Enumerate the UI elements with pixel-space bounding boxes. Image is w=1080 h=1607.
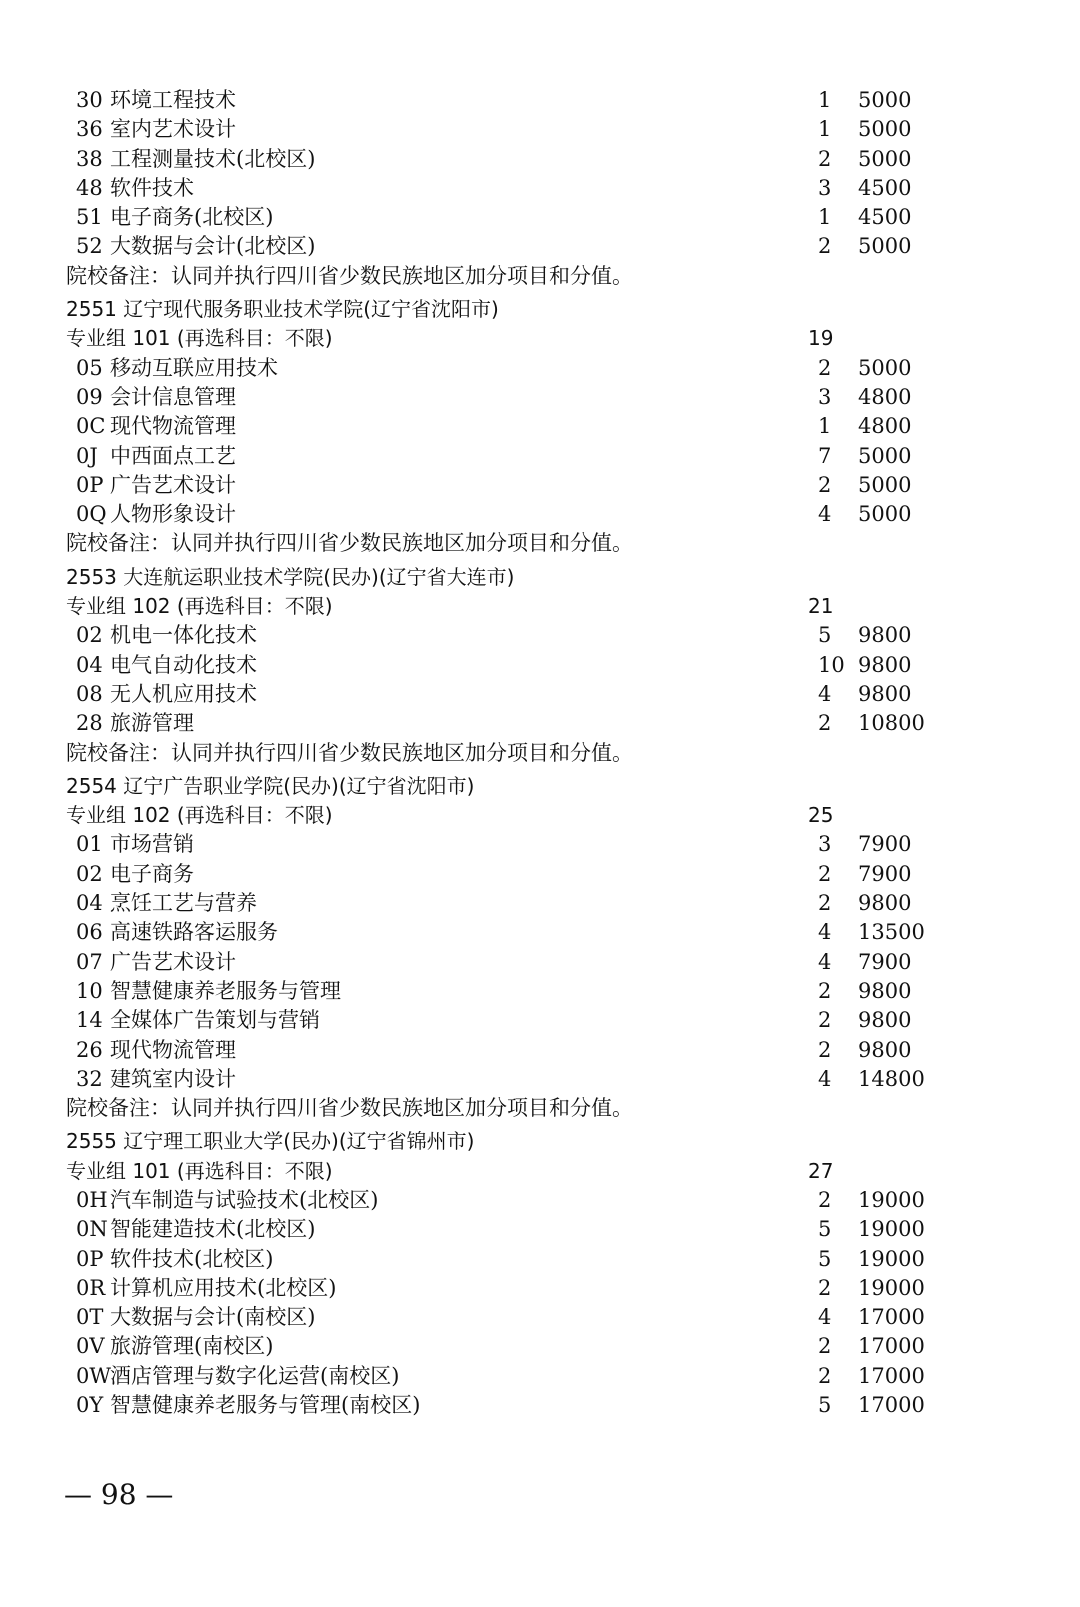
major-name: 大数据与会计(北校区): [110, 234, 316, 259]
college-note-text: 院校备注：认同并执行四川省少数民族地区加分项目和分值。: [66, 740, 633, 765]
major-name: 大数据与会计(南校区): [110, 1305, 316, 1330]
major-name: 市场营销: [110, 832, 194, 857]
major-tuition: 9800: [858, 652, 912, 677]
major-row: [66, 500, 966, 529]
major-name: 广告艺术设计: [110, 472, 236, 497]
major-tuition: 5000: [858, 355, 912, 380]
major-name: 高速铁路客运服务: [110, 920, 278, 945]
college-note: [66, 1094, 966, 1123]
major-quota: 10: [818, 652, 845, 677]
major-row: [66, 412, 966, 441]
major-quota: 1: [818, 117, 832, 142]
major-quota: 3: [818, 832, 832, 857]
major-code: 04: [76, 652, 103, 677]
major-code: 0W: [76, 1363, 111, 1388]
major-group-header: [66, 801, 966, 830]
major-tuition: 17000: [858, 1363, 925, 1388]
major-code: 0Y: [76, 1393, 104, 1418]
major-group-name: 专业组 101 (再选科目：不限): [66, 326, 333, 351]
major-row: [66, 442, 966, 471]
major-row: [66, 889, 966, 918]
major-tuition: 17000: [858, 1334, 925, 1359]
major-code: 32: [76, 1066, 103, 1091]
major-row: [66, 860, 966, 889]
major-quota: 2: [818, 891, 832, 916]
major-row: [66, 1332, 966, 1361]
major-quota: 2: [818, 978, 832, 1003]
major-row: [66, 1065, 966, 1094]
major-code: 02: [76, 623, 103, 648]
major-name: 全媒体广告策划与营销: [110, 1008, 320, 1033]
major-name: 汽车制造与试验技术(北校区): [110, 1187, 379, 1212]
major-name: 电子商务: [110, 861, 194, 886]
major-tuition: 14800: [858, 1066, 925, 1091]
major-name: 机电一体化技术: [110, 623, 257, 648]
major-quota: 2: [818, 861, 832, 886]
major-name: 软件技术(北校区): [110, 1246, 274, 1271]
major-row: [66, 145, 966, 174]
major-code: 0C: [76, 414, 106, 439]
major-name: 工程测量技术(北校区): [110, 146, 316, 171]
college-name: 2555 辽宁理工职业大学(民办)(辽宁省锦州市): [66, 1129, 475, 1154]
major-tuition: 17000: [858, 1393, 925, 1418]
major-row: [66, 1186, 966, 1215]
major-row: [66, 174, 966, 203]
major-quota: 4: [818, 1305, 832, 1330]
major-quota: 3: [818, 384, 832, 409]
major-row: [66, 1036, 966, 1065]
major-code: 0T: [76, 1305, 104, 1330]
college-header: [66, 772, 966, 801]
college-note-text: 院校备注：认同并执行四川省少数民族地区加分项目和分值。: [66, 1096, 633, 1121]
major-quota: 2: [818, 1008, 832, 1033]
major-quota: 3: [818, 175, 832, 200]
major-quota: 5: [818, 623, 832, 648]
major-row: [66, 709, 966, 738]
major-quota: 2: [818, 234, 832, 259]
major-tuition: 5000: [858, 443, 912, 468]
major-code: 0N: [76, 1217, 108, 1242]
major-code: 36: [76, 117, 103, 142]
major-code: 0J: [76, 443, 98, 468]
major-tuition: 4800: [858, 414, 912, 439]
college-name: 2551 辽宁现代服务职业技术学院(辽宁省沈阳市): [66, 297, 499, 322]
major-row: [66, 203, 966, 232]
major-name: 软件技术: [110, 175, 194, 200]
major-row: [66, 621, 966, 650]
college-note-text: 院校备注：认同并执行四川省少数民族地区加分项目和分值。: [66, 531, 633, 556]
major-group-header: [66, 592, 966, 621]
major-row: [66, 232, 966, 261]
major-quota: 2: [818, 1275, 832, 1300]
college-name: 2554 辽宁广告职业学院(民办)(辽宁省沈阳市): [66, 773, 475, 798]
major-row: [66, 1006, 966, 1035]
major-quota: 2: [818, 355, 832, 380]
major-name: 现代物流管理: [110, 1037, 236, 1062]
major-tuition: 9800: [858, 681, 912, 706]
major-tuition: 7900: [858, 861, 912, 886]
major-quota: 2: [818, 711, 832, 736]
major-tuition: 9800: [858, 1037, 912, 1062]
major-name: 智慧健康养老服务与管理(南校区): [110, 1393, 421, 1418]
major-name: 计算机应用技术(北校区): [110, 1275, 337, 1300]
college-name: 2553 大连航运职业技术学院(民办)(辽宁省大连市): [66, 564, 515, 589]
major-row: [66, 1274, 966, 1303]
major-name: 电子商务(北校区): [110, 205, 274, 230]
major-row: [66, 918, 966, 947]
major-group-total: 19: [808, 326, 834, 351]
major-quota: 2: [818, 1187, 832, 1212]
major-code: 0H: [76, 1187, 108, 1212]
major-quota: 2: [818, 1037, 832, 1062]
major-row: [66, 1215, 966, 1244]
major-name: 电气自动化技术: [110, 652, 257, 677]
major-code: 06: [76, 920, 103, 945]
major-code: 09: [76, 384, 103, 409]
major-row: [66, 680, 966, 709]
major-quota: 4: [818, 949, 832, 974]
major-quota: 5: [818, 1217, 832, 1242]
major-tuition: 19000: [858, 1187, 925, 1212]
page-number: — 98 —: [64, 1478, 174, 1511]
major-group-header: [66, 1157, 966, 1186]
major-code: 0V: [76, 1334, 105, 1359]
major-name: 建筑室内设计: [110, 1066, 236, 1091]
major-quota: 1: [818, 88, 832, 112]
major-tuition: 9800: [858, 623, 912, 648]
major-row: [66, 1362, 966, 1391]
major-code: 51: [76, 205, 103, 230]
major-name: 会计信息管理: [110, 384, 236, 409]
major-tuition: 9800: [858, 1008, 912, 1033]
major-row: [66, 1303, 966, 1332]
major-code: 07: [76, 949, 103, 974]
enrollment-listing: [66, 86, 966, 1420]
major-quota: 4: [818, 920, 832, 945]
major-name: 人物形象设计: [110, 502, 236, 527]
major-group-header: [66, 324, 966, 353]
major-tuition: 4500: [858, 175, 912, 200]
major-row: [66, 948, 966, 977]
major-code: 38: [76, 146, 103, 171]
major-tuition: 10800: [858, 711, 925, 736]
major-tuition: 5000: [858, 146, 912, 171]
major-quota: 4: [818, 681, 832, 706]
major-name: 智慧健康养老服务与管理: [110, 978, 341, 1003]
major-quota: 2: [818, 1334, 832, 1359]
major-code: 26: [76, 1037, 103, 1062]
major-tuition: 5000: [858, 117, 912, 142]
major-name: 广告艺术设计: [110, 949, 236, 974]
major-code: 02: [76, 861, 103, 886]
major-tuition: 9800: [858, 978, 912, 1003]
major-tuition: 5000: [858, 502, 912, 527]
major-name: 移动互联应用技术: [110, 355, 278, 380]
major-tuition: 7900: [858, 949, 912, 974]
major-code: 28: [76, 711, 103, 736]
major-tuition: 5000: [858, 472, 912, 497]
major-row: [66, 86, 966, 115]
major-row: [66, 471, 966, 500]
major-code: 14: [76, 1008, 103, 1033]
major-row: [66, 977, 966, 1006]
major-code: 0R: [76, 1275, 106, 1300]
major-group-total: 27: [808, 1158, 834, 1183]
college-header: [66, 295, 966, 324]
major-tuition: 7900: [858, 832, 912, 857]
major-tuition: 9800: [858, 891, 912, 916]
major-row: [66, 1245, 966, 1274]
major-quota: 2: [818, 1363, 832, 1388]
major-quota: 2: [818, 146, 832, 171]
college-header: [66, 1127, 966, 1156]
major-tuition: 19000: [858, 1275, 925, 1300]
major-code: 10: [76, 978, 103, 1003]
college-note: [66, 529, 966, 558]
college-note: [66, 262, 966, 291]
major-group-total: 25: [808, 803, 834, 828]
major-row: [66, 651, 966, 680]
major-group-name: 专业组 101 (再选科目：不限): [66, 1158, 333, 1183]
major-quota: 4: [818, 502, 832, 527]
major-group-name: 专业组 102 (再选科目：不限): [66, 594, 333, 619]
major-group-total: 21: [808, 594, 834, 619]
major-tuition: 17000: [858, 1305, 925, 1330]
major-name: 室内艺术设计: [110, 117, 236, 142]
major-row: [66, 354, 966, 383]
major-code: 52: [76, 234, 103, 259]
major-name: 无人机应用技术: [110, 681, 257, 706]
major-tuition: 4800: [858, 384, 912, 409]
major-tuition: 13500: [858, 920, 925, 945]
major-tuition: 19000: [858, 1217, 925, 1242]
major-quota: 5: [818, 1393, 832, 1418]
major-code: 01: [76, 832, 103, 857]
college-note: [66, 739, 966, 768]
major-row: [66, 115, 966, 144]
major-code: 08: [76, 681, 103, 706]
college-note-text: 院校备注：认同并执行四川省少数民族地区加分项目和分值。: [66, 263, 633, 288]
major-code: 05: [76, 355, 103, 380]
major-name: 酒店管理与数字化运营(南校区): [110, 1363, 400, 1388]
major-row: [66, 383, 966, 412]
major-code: 0Q: [76, 502, 107, 527]
major-row: [66, 1391, 966, 1420]
major-code: 0P: [76, 1246, 104, 1271]
major-name: 现代物流管理: [110, 414, 236, 439]
major-name: 环境工程技术: [110, 88, 236, 112]
major-name: 烹饪工艺与营养: [110, 891, 257, 916]
major-tuition: 5000: [858, 234, 912, 259]
major-quota: 5: [818, 1246, 832, 1271]
major-tuition: 19000: [858, 1246, 925, 1271]
college-header: [66, 563, 966, 592]
major-code: 48: [76, 175, 103, 200]
major-code: 0P: [76, 472, 104, 497]
major-tuition: 5000: [858, 88, 912, 112]
major-name: 智能建造技术(北校区): [110, 1217, 316, 1242]
major-quota: 4: [818, 1066, 832, 1091]
major-code: 04: [76, 891, 103, 916]
major-group-name: 专业组 102 (再选科目：不限): [66, 803, 333, 828]
major-name: 旅游管理: [110, 711, 194, 736]
major-row: [66, 830, 966, 859]
major-code: 30: [76, 88, 103, 112]
major-tuition: 4500: [858, 205, 912, 230]
major-quota: 1: [818, 414, 832, 439]
major-name: 中西面点工艺: [110, 443, 236, 468]
major-quota: 1: [818, 205, 832, 230]
major-quota: 2: [818, 472, 832, 497]
major-quota: 7: [818, 443, 832, 468]
major-name: 旅游管理(南校区): [110, 1334, 274, 1359]
